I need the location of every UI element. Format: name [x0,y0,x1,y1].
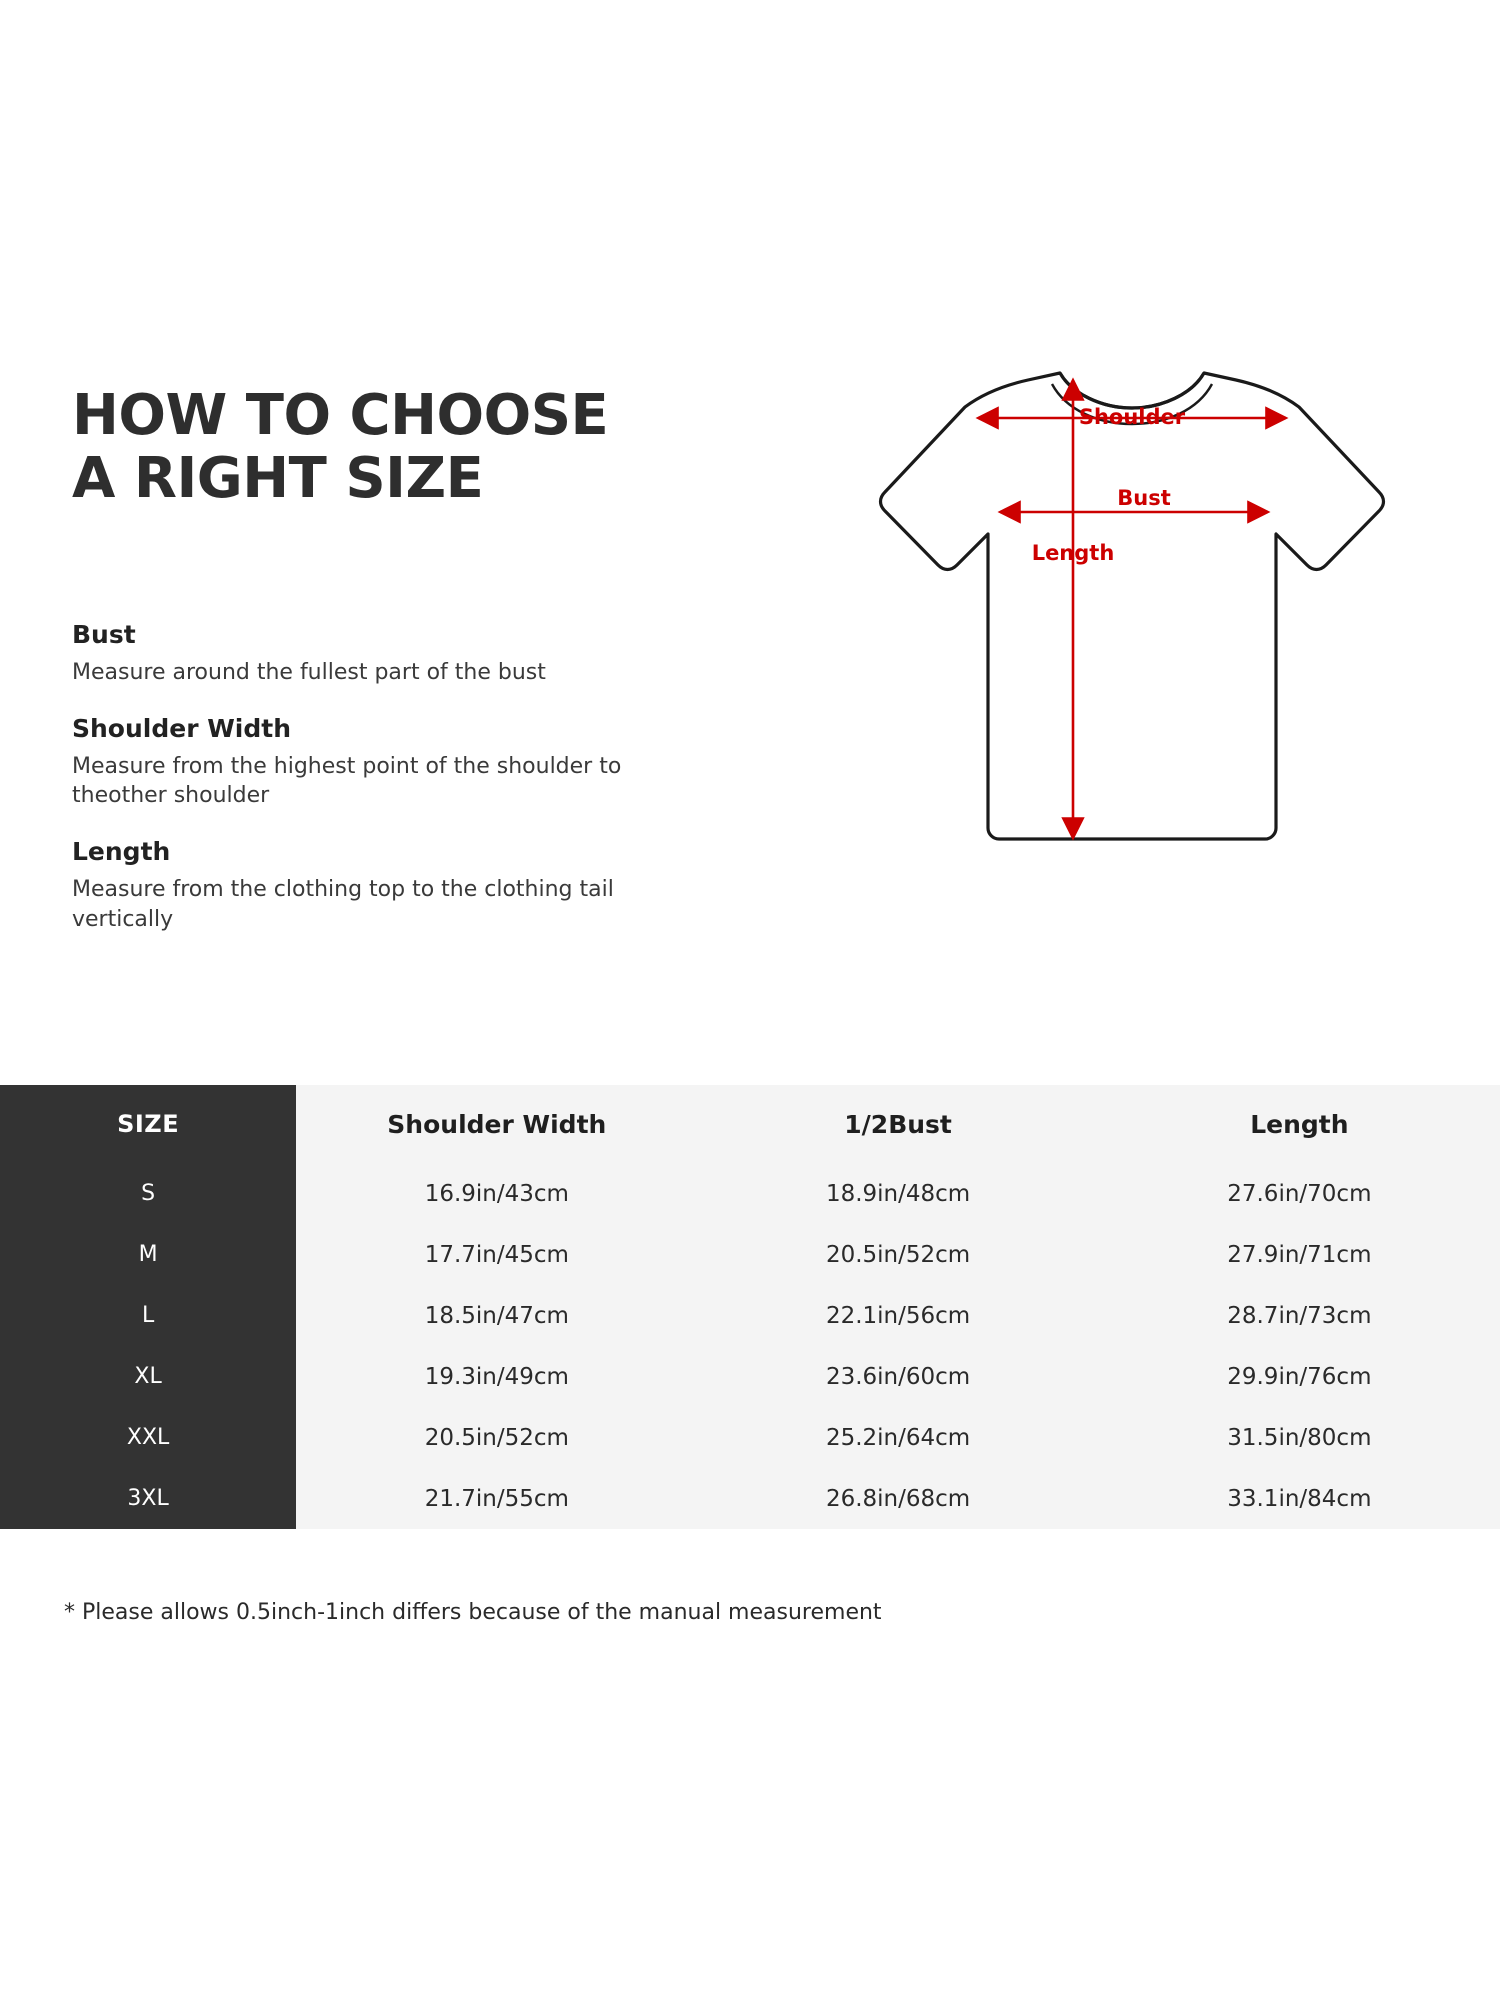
definition-length [72,837,672,934]
cell-bust: 20.5in/52cm [697,1224,1098,1285]
cell-length: 33.1in/84cm [1099,1468,1500,1529]
table-row [0,1285,1500,1346]
cell-size: L [0,1285,296,1346]
header-size: SIZE [0,1085,296,1163]
table-row [0,1407,1500,1468]
page-title-line-1: HOW TO CHOOSE [72,383,609,448]
size-chart-header [0,1085,1500,1163]
cell-length: 31.5in/80cm [1099,1407,1500,1468]
cell-length: 27.6in/70cm [1099,1163,1500,1224]
cell-size: XXL [0,1407,296,1468]
cell-shoulder: 18.5in/47cm [296,1285,697,1346]
definition-shoulder-width-description: Measure from the highest point of the shoulder to theother shoulder [72,753,622,809]
cell-shoulder: 20.5in/52cm [296,1407,697,1468]
measurement-definitions [72,620,672,960]
size-chart-table-area [0,1085,1500,1545]
definition-length-term: Length [72,837,171,867]
cell-shoulder: 17.7in/45cm [296,1224,697,1285]
page-title [72,385,712,510]
definition-shoulder-width-term: Shoulder Width [72,713,292,743]
table-row [0,1224,1500,1285]
definition-bust [72,620,672,688]
cell-shoulder: 21.7in/55cm [296,1468,697,1529]
cell-bust: 18.9in/48cm [697,1163,1098,1224]
cell-bust: 23.6in/60cm [697,1346,1098,1407]
tshirt-diagram [760,360,1400,1010]
cell-size: 3XL [0,1468,296,1529]
definition-shoulder-width [72,714,672,811]
definition-bust-description: Measure around the fullest part of the bust [72,660,546,685]
table-header-row [0,1085,1500,1163]
cell-shoulder: 19.3in/49cm [296,1346,697,1407]
size-chart-table [0,1085,1500,1529]
cell-length: 29.9in/76cm [1099,1346,1500,1407]
definition-bust-term: Bust [72,620,136,649]
definition-length-description: Measure from the clothing top to the clothing tail vertically [72,877,614,932]
tshirt-outline [881,373,1384,839]
table-row [0,1163,1500,1224]
cell-bust: 26.8in/68cm [697,1468,1098,1529]
shoulder-label: Shoulder [1078,405,1186,429]
bust-label: Bust [1117,486,1171,510]
measurement-footnote: * Please allows 0.5inch-1inch differs because of the manual measurement [64,1600,882,1625]
size-chart-body [0,1163,1500,1529]
cell-size: M [0,1224,296,1285]
cell-shoulder: 16.9in/43cm [296,1163,697,1224]
cell-size: XL [0,1346,296,1407]
table-row [0,1468,1500,1529]
header-shoulder-width: Shoulder Width [296,1085,697,1163]
length-label: Length [1031,541,1115,565]
cell-bust: 25.2in/64cm [697,1407,1098,1468]
header-half-bust: 1/2Bust [697,1085,1098,1163]
cell-length: 27.9in/71cm [1099,1224,1500,1285]
cell-size: S [0,1163,296,1224]
table-row [0,1346,1500,1407]
cell-length: 28.7in/73cm [1099,1285,1500,1346]
header-length: Length [1099,1085,1500,1163]
page-title-line-2: A RIGHT SIZE [72,445,484,511]
cell-bust: 22.1in/56cm [697,1285,1098,1346]
